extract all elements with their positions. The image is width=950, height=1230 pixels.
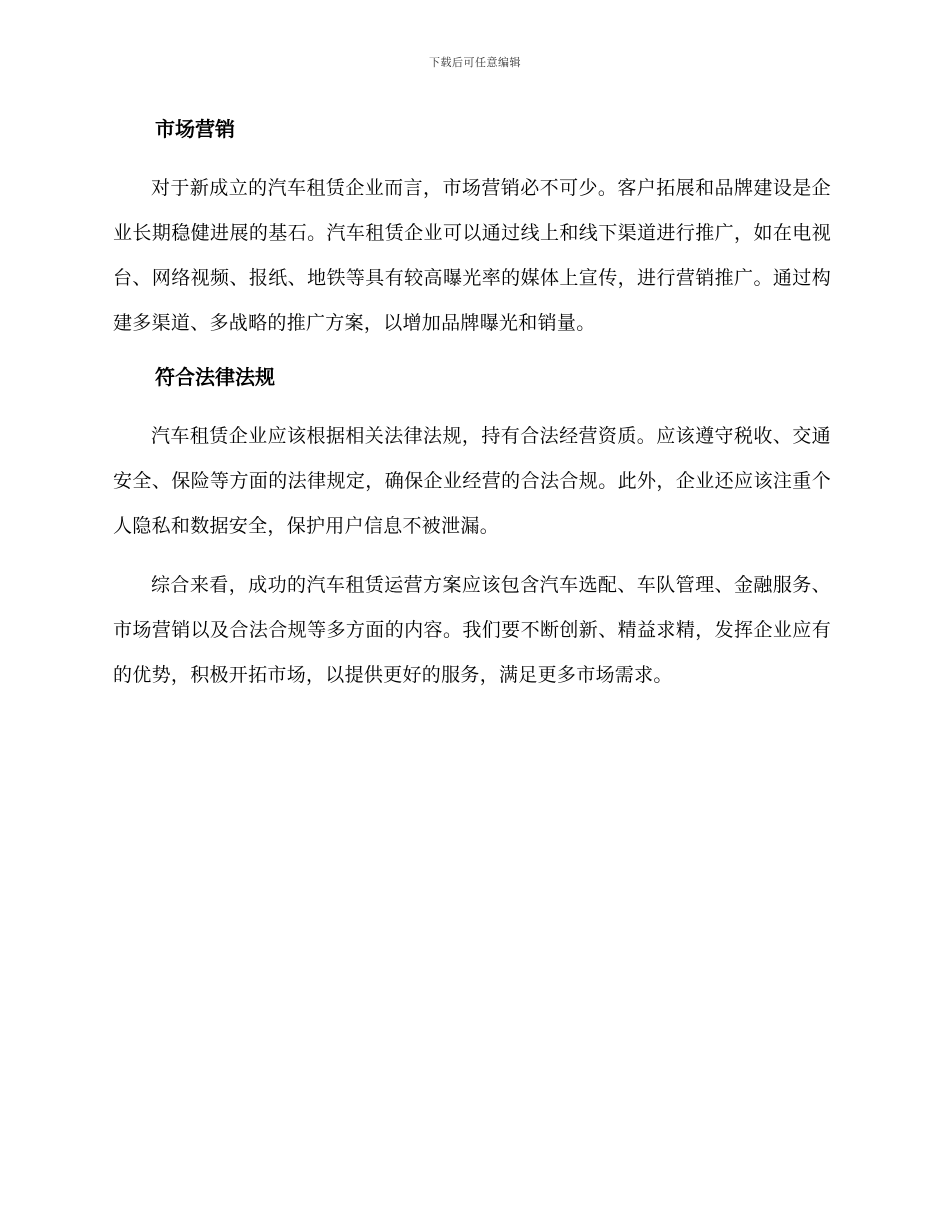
- document-body: [113, 112, 831, 712]
- paragraph-summary: 综合来看，成功的汽车租赁运营方案应该包含汽车选配、车队管理、金融服务、市场营销以及合法合规等多方面的内容。我们要不断创新、精益求精，发挥企业应有的优势，积极开拓市场，以提供更好的服务，满足更多市场需求。: [113, 574, 831, 686]
- header-note: 下载后可任意编辑: [429, 56, 521, 69]
- section-legal-compliance: [113, 360, 831, 698]
- paragraph-legal: 汽车租赁企业应该根据相关法律法规，持有合法经营资质。应该遵守税收、交通安全、保险等方面的法律规定，确保企业经营的合法合规。此外，企业还应该注重个人隐私和数据安全，保护用户信息不被泄漏。: [113, 425, 831, 537]
- section-heading-marketing: 市场营销: [155, 117, 235, 141]
- section-heading-legal: 符合法律法规: [155, 365, 275, 389]
- section-marketing: [113, 112, 831, 346]
- paragraph-marketing: 对于新成立的汽车租赁企业而言，市场营销必不可少。客户拓展和品牌建设是企业长期稳健进展的基石。汽车租赁企业可以通过线上和线下渠道进行推广，如在电视台、网络视频、报纸、地铁等具有较高曝光率的媒体上宣传，进行营销推广。通过构建多渠道、多战略的推广方案，以增加品牌曝光和销量。: [113, 177, 831, 334]
